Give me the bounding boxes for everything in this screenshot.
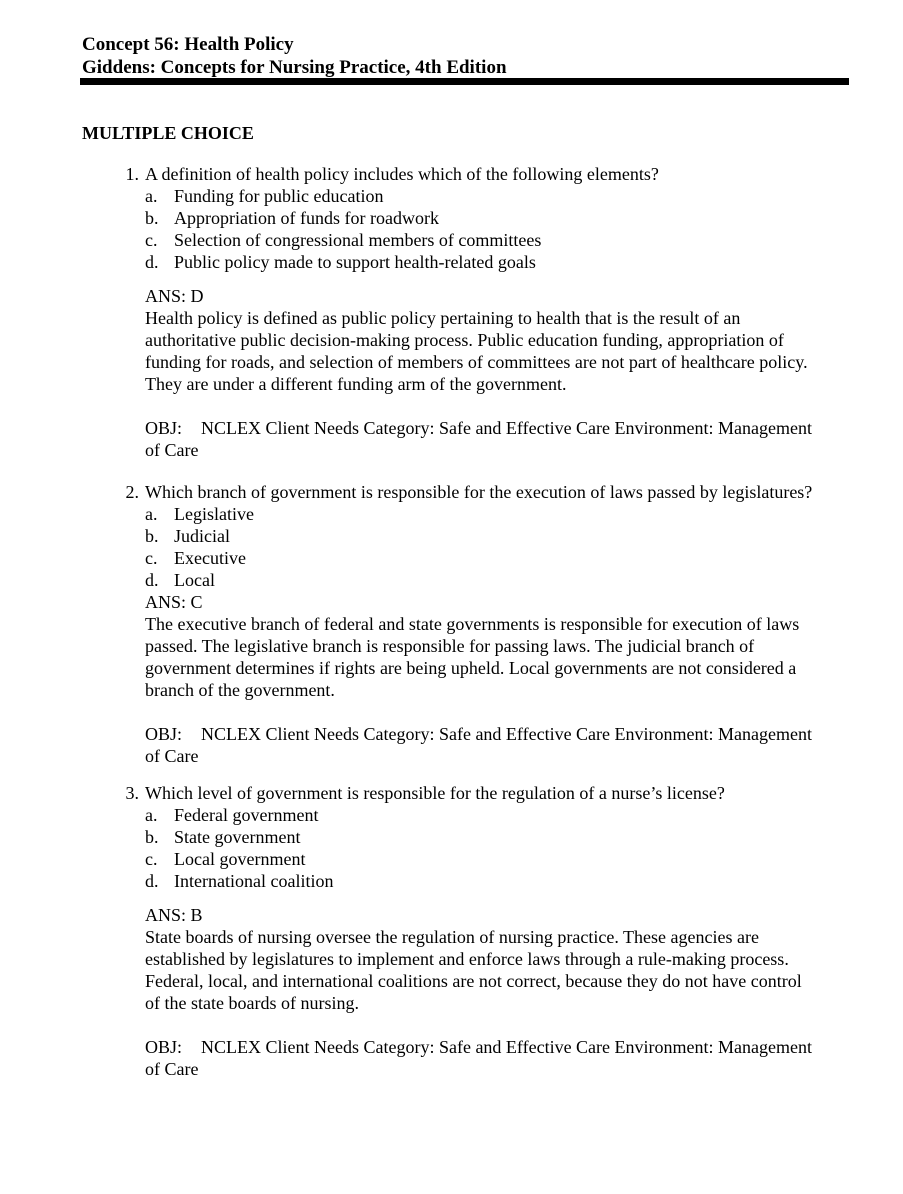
objective-label: OBJ: xyxy=(145,1037,183,1057)
rationale xyxy=(145,613,845,701)
objective-label: OBJ: xyxy=(145,418,183,438)
rationale-line: government determines if rights are being upheld. Local governments are not considered a xyxy=(145,658,797,678)
option-text: Local xyxy=(174,570,215,590)
option-letter: b. xyxy=(145,827,159,847)
answer-key: ANS: B xyxy=(145,905,203,925)
option-letter: d. xyxy=(145,252,159,272)
option-text: Funding for public education xyxy=(174,186,384,206)
header-divider xyxy=(80,78,849,85)
option-b xyxy=(113,525,853,547)
rationale-line: authoritative public decision-making process. Public education funding, appropriation of xyxy=(145,330,784,350)
question-2 xyxy=(113,481,853,767)
objective xyxy=(145,723,845,767)
option-text: Selection of congressional members of committees xyxy=(174,230,542,250)
rationale xyxy=(145,926,845,1014)
option-d xyxy=(113,870,853,892)
question-number: 1. xyxy=(125,164,139,184)
objective-text: NCLEX Client Needs Category: Safe and Effective Care Environment: Management xyxy=(201,724,812,744)
objective-label: OBJ: xyxy=(145,724,183,744)
rationale-line: The executive branch of federal and state governments is responsible for execution of laws xyxy=(145,614,800,634)
header-subtitle: Giddens: Concepts for Nursing Practice, 4th Edition xyxy=(82,57,507,78)
option-text: Executive xyxy=(174,548,246,568)
option-letter: c. xyxy=(145,548,158,568)
answer-options xyxy=(113,185,853,273)
option-text: State government xyxy=(174,827,301,847)
answer-options xyxy=(113,503,853,591)
option-text: Judicial xyxy=(174,526,230,546)
objective xyxy=(145,417,845,461)
option-a xyxy=(113,185,853,207)
rationale-line: branch of the government. xyxy=(145,680,335,700)
rationale-line: Federal, local, and international coalitions are not correct, because they do not have control xyxy=(145,971,802,991)
question-number: 2. xyxy=(125,482,139,502)
answer-block xyxy=(113,285,853,461)
option-b xyxy=(113,207,853,229)
option-a xyxy=(113,804,853,826)
document-header xyxy=(82,33,849,79)
option-letter: a. xyxy=(145,805,158,825)
option-text: Appropriation of funds for roadwork xyxy=(174,208,439,228)
answer-block xyxy=(113,904,853,1080)
option-d xyxy=(113,569,853,591)
objective-text-cont: of Care xyxy=(145,440,199,460)
option-letter: d. xyxy=(145,570,159,590)
option-letter: d. xyxy=(145,871,159,891)
question-text: A definition of health policy includes which of the following elements? xyxy=(145,164,659,184)
answer-options xyxy=(113,804,853,892)
rationale-line: passed. The legislative branch is responsible for passing laws. The judicial branch of xyxy=(145,636,755,656)
question-3 xyxy=(113,782,853,1080)
question-number: 3. xyxy=(125,783,139,803)
question-stem xyxy=(113,163,853,185)
rationale-line: funding for roads, and selection of members of committees are not part of healthcare policy. xyxy=(145,352,808,372)
option-d xyxy=(113,251,853,273)
option-b xyxy=(113,826,853,848)
rationale-line: of the state boards of nursing. xyxy=(145,993,359,1013)
answer-key: ANS: D xyxy=(145,286,204,306)
option-c xyxy=(113,547,853,569)
question-stem xyxy=(113,782,853,804)
option-c xyxy=(113,848,853,870)
section-title: MULTIPLE CHOICE xyxy=(82,123,254,143)
objective-text-cont: of Care xyxy=(145,746,199,766)
option-c xyxy=(113,229,853,251)
option-text: Legislative xyxy=(174,504,254,524)
option-letter: c. xyxy=(145,230,158,250)
header-title: Concept 56: Health Policy xyxy=(82,34,294,55)
question-text: Which branch of government is responsible for the execution of laws passed by legislatures? xyxy=(145,482,813,502)
objective-text: NCLEX Client Needs Category: Safe and Effective Care Environment: Management xyxy=(201,418,812,438)
option-letter: a. xyxy=(145,186,158,206)
objective-text-cont: of Care xyxy=(145,1059,199,1079)
rationale xyxy=(145,307,845,395)
rationale-line: They are under a different funding arm of the government. xyxy=(145,374,567,394)
question-text: Which level of government is responsible for the regulation of a nurse’s license? xyxy=(145,783,725,803)
option-text: Local government xyxy=(174,849,306,869)
answer-block xyxy=(113,591,853,767)
option-letter: a. xyxy=(145,504,158,524)
answer-key: ANS: C xyxy=(145,592,203,612)
option-letter: b. xyxy=(145,526,159,546)
option-a xyxy=(113,503,853,525)
option-letter: b. xyxy=(145,208,159,228)
option-text: International coalition xyxy=(174,871,334,891)
rationale-line: established by legislatures to implement and enforce laws through a rule-making process. xyxy=(145,949,789,969)
rationale-line: Health policy is defined as public policy pertaining to health that is the result of an xyxy=(145,308,741,328)
objective xyxy=(145,1036,845,1080)
option-text: Public policy made to support health-related goals xyxy=(174,252,536,272)
question-stem xyxy=(113,481,853,503)
rationale-line: State boards of nursing oversee the regulation of nursing practice. These agencies are xyxy=(145,927,759,947)
option-text: Federal government xyxy=(174,805,319,825)
question-1 xyxy=(113,163,853,461)
objective-text: NCLEX Client Needs Category: Safe and Effective Care Environment: Management xyxy=(201,1037,812,1057)
option-letter: c. xyxy=(145,849,158,869)
